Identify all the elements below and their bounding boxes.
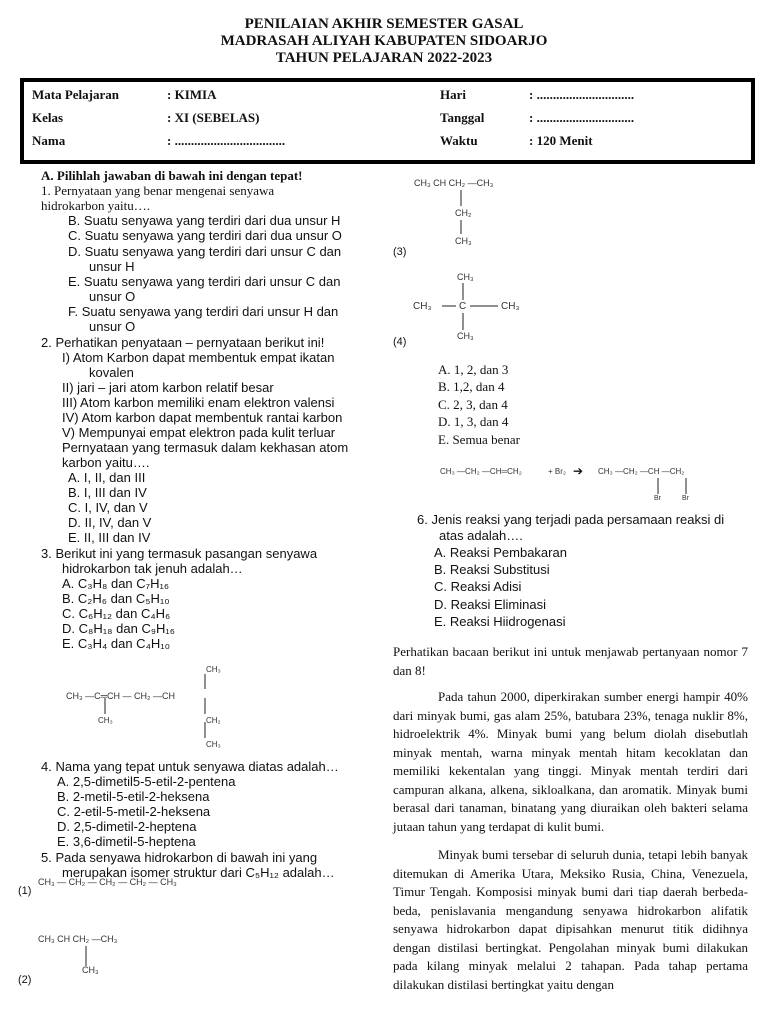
q2-statement-1: I) Atom Karbon dapat membentuk empat ikatan bbox=[62, 350, 335, 365]
title-line-3: TAHUN PELAJARAN 2022-2023 bbox=[275, 50, 493, 66]
q3-stem-cont: hidrokarbon tak jenuh adalah… bbox=[62, 561, 243, 576]
q4-structure-ch3-bottom-left: CH₃ bbox=[98, 716, 113, 725]
q2-statement-5: V) Mempunyai empat elektron pada kulit terluar bbox=[62, 425, 336, 440]
q6-stem: 6. Jenis reaksi yang terjadi pada persamaan reaksi di bbox=[417, 512, 725, 527]
q6-option-d[interactable]: D. Reaksi Eliminasi bbox=[434, 597, 546, 612]
q2-stem: 2. Perhatikan penyataan – pernyataan berikut ini! bbox=[41, 335, 325, 350]
q1-option-e-cont: unsur O bbox=[89, 289, 136, 304]
q5-stem-cont: merupakan isomer struktur dari C₅H₁₂ adalah… bbox=[62, 865, 335, 880]
class-label: Kelas bbox=[32, 110, 64, 125]
q5-stem: 5. Pada senyawa hidrokarbon di bawah ini yang bbox=[41, 850, 318, 865]
q1-option-d-cont: unsur H bbox=[89, 259, 135, 274]
reaction-reactant: CH₃ ―CH₂ ―CH═CH₂ bbox=[440, 467, 522, 476]
q6-stem-cont: atas adalah…. bbox=[439, 528, 523, 543]
q2-option-e[interactable]: E. II, III dan IV bbox=[68, 530, 151, 545]
q5-structure-2-branch: CH₃ bbox=[82, 965, 99, 975]
q5-structure-3-main: CH₃ CH CH₂ ―CH₃ bbox=[414, 178, 494, 188]
reading-paragraph-2: Minyak bumi tersebar di seluruh dunia, tetapi lebih banyak ditemukan di Amerika Utara, Meksiko Rusia, China, Venezuela, Timur Tengah. Komposisi minyak bumi dari tiap daerah berbeda-beda, penislavania mengandung senyawa hidrokarbon alifatik senyawa hidrokarbon dapat dipisahkan menurut titik didihnya dengan distilasi bertingkat. Pengolahan minyak bumi dilakukan pada kilang minyak melalui 2 tahapan. Pada tahap pertama dilakukan distilasi bertingkat yaitu dengan bbox=[393, 847, 748, 992]
time-label: Waktu bbox=[440, 133, 478, 148]
q5-structure-4-bottom: CH₃ bbox=[457, 331, 474, 341]
q3-option-c[interactable]: C. C₆H₁₂ dan C₄H₆ bbox=[62, 606, 171, 621]
section-a-instruction: A. Pilihlah jawaban di bawah ini dengan tepat! bbox=[41, 168, 303, 183]
q6-option-c[interactable]: C. Reaksi Adisi bbox=[434, 579, 522, 594]
reaction-br-1: Br bbox=[654, 495, 661, 502]
q3-option-d[interactable]: D. C₈H₁₈ dan C₉H₁₆ bbox=[62, 621, 176, 636]
q5-label-4: (4) bbox=[393, 336, 407, 348]
name-field[interactable]: : .................................. bbox=[167, 133, 286, 148]
q3-option-e[interactable]: E. C₃H₄ dan C₄H₁₀ bbox=[62, 636, 171, 651]
q2-question: Pernyataan yang termasuk dalam kekhasan atom bbox=[62, 440, 349, 455]
reaction-reagent: + Br₂ bbox=[548, 467, 566, 476]
q5-structure-4-left: CH₃ bbox=[413, 301, 432, 312]
title-line-2: MADRASAH ALIYAH KABUPATEN SIDOARJO bbox=[220, 33, 548, 49]
q5-structure-4-top: CH₃ bbox=[457, 272, 474, 282]
q5-option-c[interactable]: C. 2, 3, dan 4 bbox=[438, 397, 508, 412]
date-label: Tanggal bbox=[440, 110, 485, 125]
q2-statement-2: II) jari – jari atom karbon relatif besar bbox=[62, 380, 274, 395]
q2-option-a[interactable]: A. I, II, dan III bbox=[68, 470, 146, 485]
q4-option-e[interactable]: E. 3,6-dimetil-5-heptena bbox=[57, 834, 196, 849]
q3-option-a[interactable]: A. C₃H₈ dan C₇H₁₆ bbox=[62, 576, 170, 591]
q2-option-b[interactable]: B. I, III dan IV bbox=[68, 485, 147, 500]
q6-option-a[interactable]: A. Reaksi Pembakaran bbox=[434, 545, 567, 560]
q5-structure-4-c: C bbox=[459, 301, 467, 312]
q5-structure-2-main: CH₃ CH CH₂ ―CH₃ bbox=[38, 934, 118, 944]
name-label: Nama bbox=[32, 133, 66, 148]
q1-stem: 1. Pernyataan yang benar mengenai senyawa bbox=[41, 183, 275, 198]
q1-option-f[interactable]: F. Suatu senyawa yang terdiri dari unsur H dan bbox=[68, 304, 339, 319]
day-field[interactable]: : .............................. bbox=[529, 87, 635, 102]
q5-label-1: (1) bbox=[18, 885, 32, 897]
date-field[interactable]: : .............................. bbox=[529, 110, 635, 125]
q5-structure-3-ch2: CH₂ bbox=[455, 208, 472, 218]
q1-option-e[interactable]: E. Suatu senyawa yang terdiri dari unsur C dan bbox=[68, 274, 341, 289]
q4-structure-ch3-bottom: CH₃ bbox=[206, 740, 221, 749]
q5-option-d[interactable]: D. 1, 3, dan 4 bbox=[438, 414, 509, 429]
q5-structure-3-ch3: CH₃ bbox=[455, 236, 472, 246]
q2-statement-4: IV) Atom karbon dapat membentuk rantai karbon bbox=[62, 410, 343, 425]
q4-stem: 4. Nama yang tepat untuk senyawa diatas adalah… bbox=[41, 759, 339, 774]
q3-stem: 3. Berikut ini yang termasuk pasangan senyawa bbox=[41, 546, 318, 561]
subject-label: Mata Pelajaran bbox=[32, 87, 120, 102]
q6-option-b[interactable]: B. Reaksi Substitusi bbox=[434, 562, 550, 577]
reaction-product: CH₃ ―CH₂ ―CH ―CH₂ bbox=[598, 467, 685, 476]
reaction-arrow-icon: ➔ bbox=[573, 464, 584, 478]
q4-structure-ch3-top: CH₃ bbox=[206, 665, 221, 674]
q4-option-d[interactable]: D. 2,5-dimetil-2-heptena bbox=[57, 819, 197, 834]
reading-intro: Perhatikan bacaan berikut ini untuk menjawab pertanyaan nomor 7 dan 8! bbox=[393, 644, 748, 678]
q4-option-c[interactable]: C. 2-etil-5-metil-2-heksena bbox=[57, 804, 211, 819]
q3-option-b[interactable]: B. C₂H₆ dan C₅H₁₀ bbox=[62, 591, 170, 606]
q1-stem-cont: hidrokarbon yaitu…. bbox=[41, 198, 151, 213]
q1-option-d[interactable]: D. Suatu senyawa yang terdiri dari unsur C dan bbox=[68, 244, 342, 259]
subject-value: : KIMIA bbox=[167, 87, 217, 102]
q5-structure-4-right: CH₃ bbox=[501, 301, 520, 312]
q2-question-cont: karbon yaitu…. bbox=[62, 455, 150, 470]
q4-structure-diagram bbox=[60, 662, 250, 754]
q2-option-c[interactable]: C. I, IV, dan V bbox=[68, 500, 148, 515]
q5-option-e[interactable]: E. Semua benar bbox=[438, 432, 520, 447]
q5-option-a[interactable]: A. 1, 2, dan 3 bbox=[438, 362, 509, 377]
q1-option-c[interactable]: C. Suatu senyawa yang terdiri dari dua unsur O bbox=[68, 228, 342, 243]
reaction-product-bonds bbox=[0, 0, 1, 1]
q6-option-e[interactable]: E. Reaksi Hiidrogenasi bbox=[434, 614, 566, 629]
identity-box bbox=[20, 78, 755, 164]
q1-option-f-cont: unsur O bbox=[89, 319, 136, 334]
q2-statement-3: III) Atom karbon memiliki enam elektron valensi bbox=[62, 395, 335, 410]
class-value: : XI (SEBELAS) bbox=[167, 110, 260, 125]
time-value: : 120 Menit bbox=[529, 133, 593, 148]
q4-structure-ch2: CH₂ bbox=[206, 716, 221, 725]
q1-option-b[interactable]: B. Suatu senyawa yang terdiri dari dua unsur H bbox=[68, 213, 341, 228]
reading-paragraph-1: Pada tahun 2000, diperkirakan sumber energi hampir 40% dari minyak bumi, gas alam 25%, batubara 23%, tenaga nuklir 8%, hidroelektrik 4%. Minyak bumi yang belum diolah disebutlah minyak mentah, warna minyak mentah hitam kecoklatan dan memiliki kekentalan yang tinggi. Minyak mentah terdiri dari campuran alkana, alkena, sikloalkana, dan aromatik. Minyak bumi berasal dari tanaman, binatang yang diuraikan oleh bakteri selama jutaan tahun yang terdapat di kulit bumi. bbox=[393, 689, 748, 834]
q5-structure-1: CH₃ ― CH₂ ― CH₂ ― CH₂ ― CH₃ bbox=[38, 877, 177, 887]
q4-option-b[interactable]: B. 2-metil-5-etil-2-heksena bbox=[57, 789, 210, 804]
q2-option-d[interactable]: D. II, IV, dan V bbox=[68, 515, 152, 530]
q4-structure-main-chain: CH₃ ―C═CH ― CH₂ ―CH bbox=[66, 691, 176, 701]
q5-option-b[interactable]: B. 1,2, dan 4 bbox=[438, 379, 505, 394]
title-line-1: PENILAIAN AKHIR SEMESTER GASAL bbox=[244, 16, 524, 32]
q5-label-3: (3) bbox=[393, 246, 407, 258]
q5-label-2: (2) bbox=[18, 974, 32, 986]
q4-option-a[interactable]: A. 2,5-dimetil5-5-etil-2-pentena bbox=[57, 774, 236, 789]
reaction-br-2: Br bbox=[682, 495, 689, 502]
q2-statement-1-cont: kovalen bbox=[89, 365, 134, 380]
day-label: Hari bbox=[440, 87, 466, 102]
